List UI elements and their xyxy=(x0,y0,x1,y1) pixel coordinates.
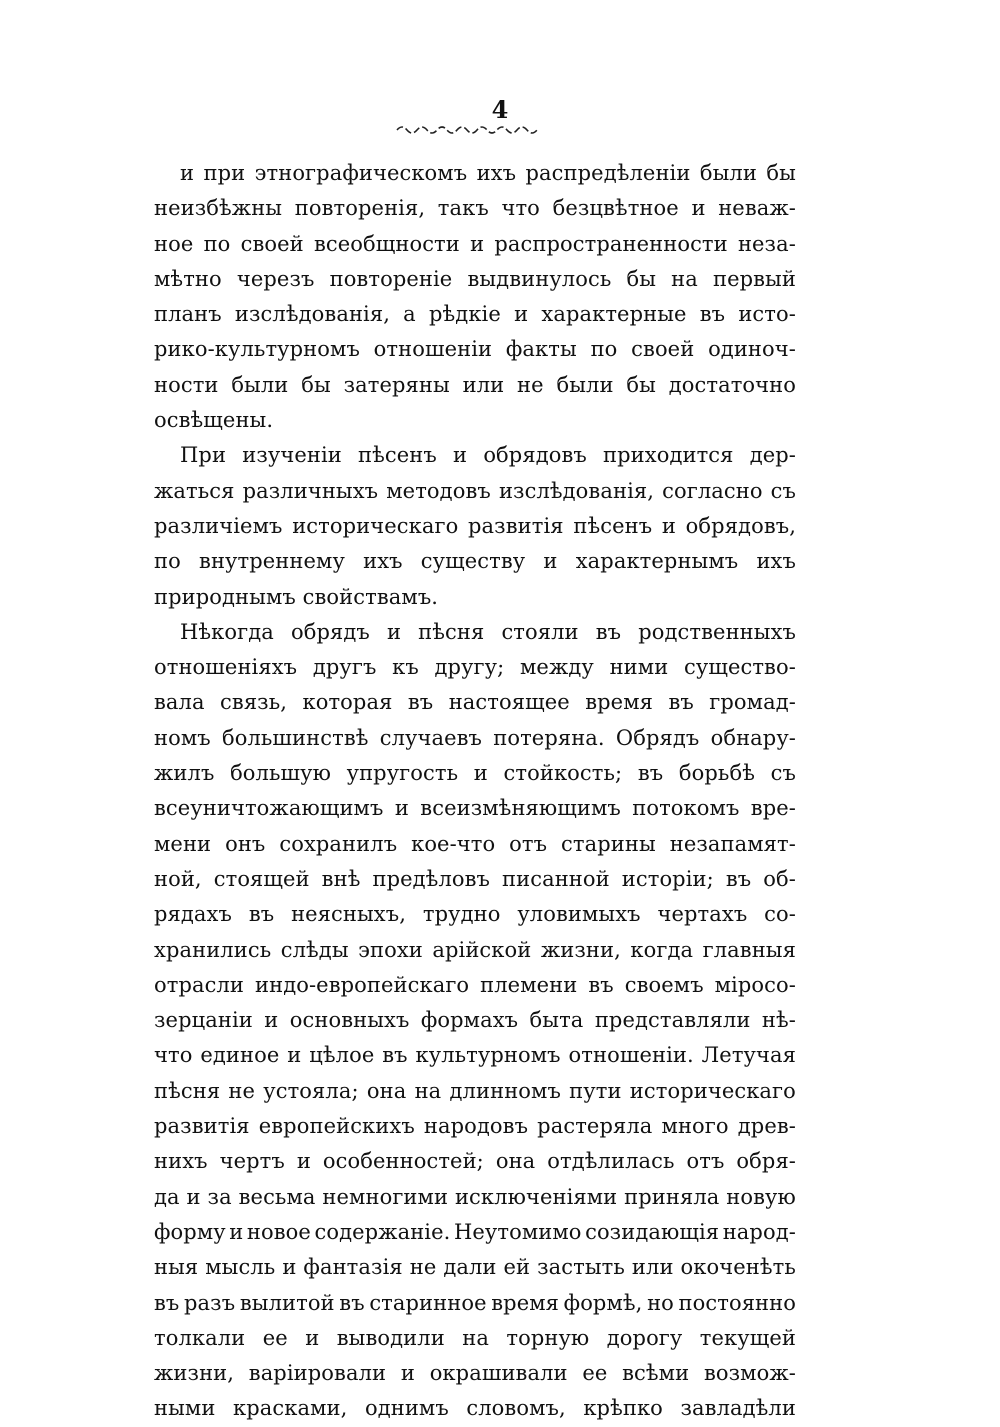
text-line: толкали ее и выводили на торную дорогу текущей xyxy=(154,1325,796,1350)
text-line: ной, стоящей внѣ предѣловъ писанной исторіи; въ об- xyxy=(154,866,796,891)
paragraph xyxy=(154,438,796,614)
text-line: и при этнографическомъ ихъ распредѣленіи были бы xyxy=(180,161,796,185)
text-line: жизни, варіировали и окрашивали ее всѣми возмож- xyxy=(154,1361,796,1386)
text-line: планъ изслѣдованія, а рѣдкіе и характерные въ исто- xyxy=(154,302,796,327)
text-line: Нѣкогда обрядъ и пѣсня стояли въ родственныхъ xyxy=(180,619,796,644)
text-line: всеуничтожающимъ и всеизмѣняющимъ потокомъ вре- xyxy=(154,796,796,821)
text-line: что единое и цѣлое въ культурномъ отношеніи. Летучая xyxy=(154,1043,796,1068)
text-line: мени онъ сохранилъ кое-что отъ старины незапамят- xyxy=(154,831,796,856)
text-line: пѣсня не устояла; она на длинномъ пути историческаго xyxy=(154,1078,796,1103)
text-line: рядахъ въ неясныхъ, трудно уловимыхъ чертахъ со- xyxy=(154,902,796,927)
text-line: жаться различныхъ методовъ изслѣдованія, согласно съ xyxy=(154,478,796,503)
text-line: ное по своей всеобщности и распространенности неза- xyxy=(154,231,796,256)
text-line: развитія европейскихъ народовъ растеряла много древ- xyxy=(154,1114,796,1139)
text-line: отрасли индо-европейскаго племени въ своемъ міросо- xyxy=(154,972,796,997)
text-line: неизбѣжны повторенія, такъ что безцвѣтное и неваж- xyxy=(154,196,796,221)
text-line: въ разъ вылитой въ старинное время формѣ, но постоянно xyxy=(154,1290,796,1315)
text-line: ныя мысль и фантазія не дали ей застыть или окоченѣть xyxy=(154,1255,796,1280)
text-line: форму и новое содержаніе. Неутомимо созидающія народ- xyxy=(154,1219,796,1244)
text-line: номъ большинствѣ случаевъ потеряна. Обрядъ обнару- xyxy=(154,725,796,750)
text-line: рико-культурномъ отношеніи факты по своей одиноч- xyxy=(154,337,796,362)
text-line: зерцаніи и основныхъ формахъ быта представляли нѣ- xyxy=(154,1008,796,1033)
wavy-rule-ornament xyxy=(395,122,540,134)
text-line: При изученіи пѣсенъ и обрядовъ приходится дер- xyxy=(180,443,796,468)
text-line: хранились слѣды эпохи арійской жизни, когда главныя xyxy=(154,937,796,962)
text-line: ными красками, однимъ словомъ, крѣпко завладѣли xyxy=(154,1396,796,1421)
paragraph xyxy=(154,156,796,438)
text-line: жилъ большую упругость и стойкость; въ борьбѣ съ xyxy=(154,761,796,786)
text-line: да и за весьма немногими исключеніями приняла новую xyxy=(154,1184,796,1209)
text-line: нихъ чертъ и особенностей; она отдѣлилась отъ обря- xyxy=(154,1149,796,1174)
text-line: вала связь, которая въ настоящее время въ громад- xyxy=(154,690,796,715)
text-line: по внутреннему ихъ существу и характернымъ ихъ xyxy=(154,549,796,574)
text-line: мѣтно черезъ повтореніе выдвинулось бы на первый xyxy=(154,266,796,291)
text-line: различіемъ историческаго развитія пѣсенъ и обрядовъ, xyxy=(154,513,796,538)
body-text xyxy=(154,156,796,1427)
text-line: ности были бы затеряны или не были бы достаточно xyxy=(154,372,796,397)
page-number: 4 xyxy=(491,95,509,124)
text-line: освѣщены. xyxy=(154,408,274,433)
paragraph xyxy=(154,615,796,1427)
text-line: отношеніяхъ другъ къ другу; между ними существо- xyxy=(154,655,796,680)
text-line: природнымъ свойствамъ. xyxy=(154,584,439,609)
